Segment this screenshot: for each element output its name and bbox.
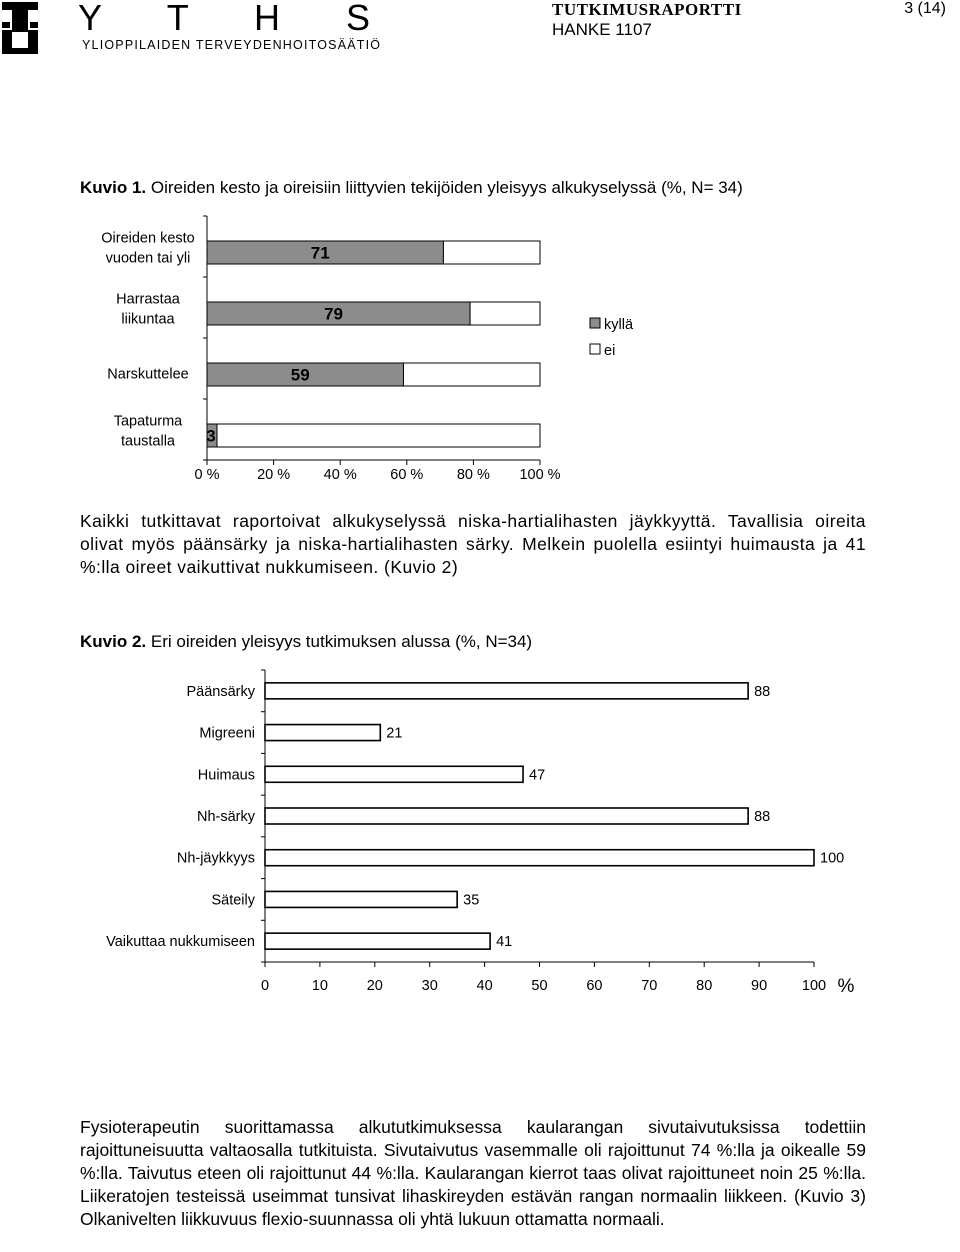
data-label: 88	[754, 809, 771, 825]
legend-label: ei	[604, 343, 616, 359]
x-tick-label: 100	[801, 978, 827, 994]
paragraph-1: Kaikki tutkittavat raportoivat alkukyselyssä niska-hartialihasten jäykkyyttä. Tavallisia oireita olivat myös päänsärky ja niska-hartialihasten särky. Melkein puolella esiintyi huimausta ja 41 %:lla oireet vaikuttivat nukkumiseen. (Kuvio 2)	[80, 511, 866, 577]
data-label: 21	[386, 725, 403, 742]
data-label: 47	[529, 767, 546, 784]
x-tick-label: 60	[586, 978, 603, 994]
x-tick-label: 50	[531, 978, 548, 994]
x-tick-label: 0	[260, 978, 270, 994]
figure1-chart	[0, 200, 960, 490]
x-tick-label: 80	[696, 978, 713, 994]
x-tick-label: 40 %	[323, 467, 357, 483]
category-label: vuoden tai yli	[105, 250, 191, 267]
logo-mark: Y T H S	[78, 0, 399, 38]
x-axis-unit-label: %	[837, 976, 855, 997]
bar	[265, 725, 380, 741]
figure2-caption-text: Eri oireiden yleisyys tutkimuksen alussa (%, N=34)	[150, 632, 533, 651]
category-label: Tapaturma	[113, 413, 183, 430]
bar-ei	[443, 241, 540, 264]
bar	[265, 766, 523, 782]
x-tick-label: 10	[311, 978, 328, 994]
bar	[265, 891, 457, 907]
category-label: Nh-jäykkyys	[176, 850, 255, 867]
legend-swatch-kylla	[590, 318, 600, 328]
x-tick-label: 30	[421, 978, 438, 994]
category-label: Harrastaa	[116, 291, 180, 308]
legend-label: kyllä	[604, 317, 634, 333]
data-label: 35	[463, 892, 480, 909]
project-number: HANKE 1107	[552, 20, 652, 39]
x-tick-label: 40	[476, 978, 493, 994]
x-tick-label: 60 %	[390, 467, 424, 483]
figure2-chart	[0, 670, 960, 1010]
data-label: 100	[820, 850, 845, 867]
category-label: Oireiden kesto	[101, 230, 195, 247]
bar-ei	[403, 363, 540, 386]
data-label: 41	[496, 934, 513, 951]
x-tick-label: 20 %	[257, 467, 291, 483]
x-tick-label: 0 %	[194, 467, 220, 483]
category-label: Narskuttelee	[107, 366, 189, 383]
figure2-label: Kuvio 2.	[80, 632, 147, 651]
x-tick-label: 100 %	[519, 467, 561, 483]
x-tick-label: 70	[641, 978, 658, 994]
x-tick-label: 80 %	[456, 467, 490, 483]
bar	[265, 850, 814, 866]
bar	[265, 933, 490, 949]
category-label: Huimaus	[197, 767, 255, 784]
data-label: 79	[324, 304, 343, 324]
legend-swatch-ei	[590, 344, 600, 354]
figure1-label: Kuvio 1.	[80, 178, 147, 197]
category-label: Päänsärky	[186, 683, 255, 700]
figure2-caption	[80, 632, 532, 652]
category-label: Nh-särky	[196, 809, 255, 825]
page-number: 3 (14)	[904, 0, 946, 17]
data-label: 71	[310, 243, 330, 263]
figure1-caption	[80, 178, 743, 198]
figure1-caption-text: Oireiden kesto ja oireisiin liittyvien tekijöiden yleisyys alkukyselyssä (%, N= 34)	[150, 178, 743, 197]
category-label: Säteily	[211, 892, 255, 909]
data-label: 88	[754, 683, 771, 700]
logo-letters	[78, 0, 399, 38]
paragraph-2: Fysioterapeutin suorittamassa alkututkimuksessa kaularangan sivutaivutuksissa todettiin rajoittuneisuutta valtaosalla tutkituista. Sivutaivutus vasemmalle oli rajoittunut 74 %:lla ja oikealle 59 %:lla. Taivutus eteen oli rajoittunut 44 %:lla. Kaularangan kierrot taas olivat rajoittuneet noin 25 %:lla. Liikeratojen testeissä useimmat tunsivat lihaskireyden estävän rangan normaalin liikkeen. (Kuvio 3) Olkanivelten liikkuvuus flexio-suunnassa oli yhtä lukuun ottamatta normaali.	[80, 1117, 866, 1229]
report-title: TUTKIMUSRAPORTTI	[552, 0, 742, 19]
x-tick-label: 90	[751, 978, 768, 994]
bar	[265, 683, 748, 699]
category-label: liikuntaa	[121, 311, 175, 328]
data-label: 3	[206, 426, 216, 446]
category-label: Vaikuttaa nukkumiseen	[106, 934, 255, 951]
bar-ei	[470, 302, 540, 325]
x-tick-label: 20	[366, 978, 383, 994]
data-label: 59	[290, 365, 310, 385]
category-label: taustalla	[120, 433, 176, 450]
bar-ei	[217, 424, 540, 447]
bar	[265, 808, 748, 824]
category-label: Migreeni	[199, 725, 255, 742]
logo-subtitle: YLIOPPILAIDEN TERVEYDENHOITOSÄÄTIÖ	[82, 38, 382, 52]
